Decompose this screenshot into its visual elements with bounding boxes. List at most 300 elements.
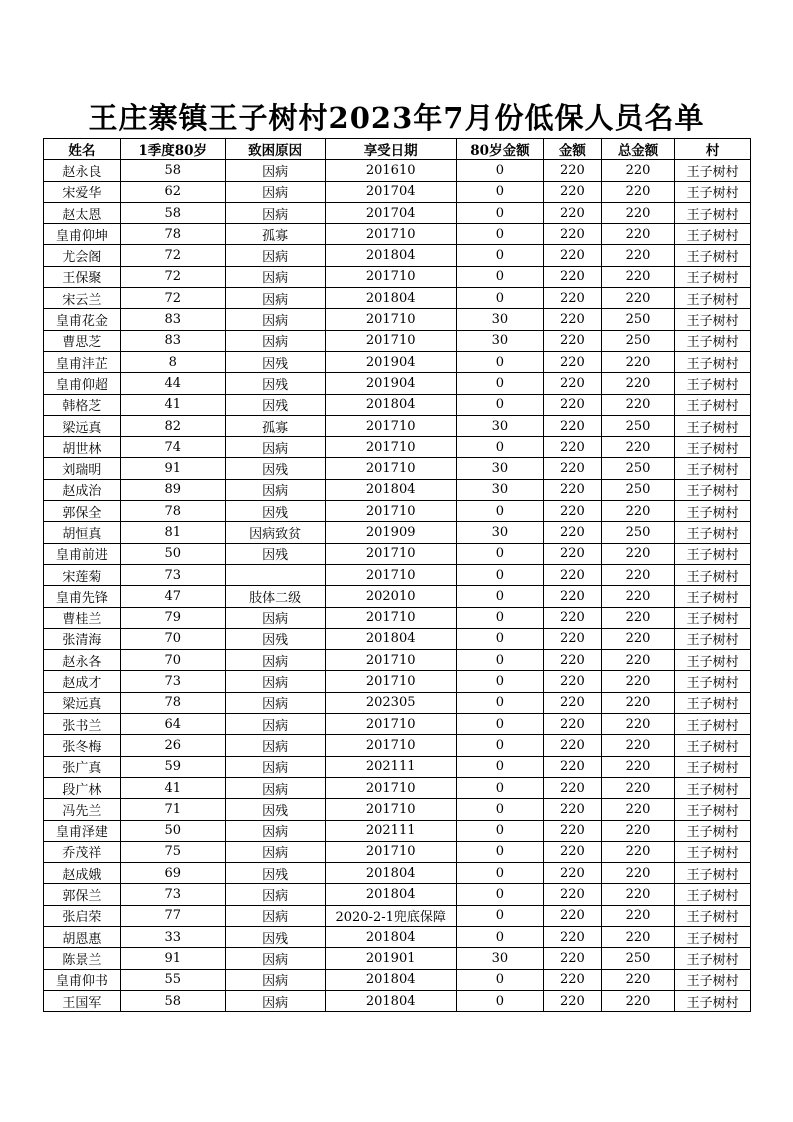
cell-total: 220 — [601, 799, 675, 820]
table-row — [44, 330, 751, 351]
cell-date: 201710 — [325, 607, 456, 628]
cell-bonus: 30 — [456, 415, 543, 436]
cell-amount: 220 — [544, 373, 602, 394]
cell-total: 220 — [601, 884, 675, 905]
beneficiary-table — [43, 138, 751, 1012]
cell-name: 张启荣 — [44, 905, 121, 926]
cell-amount: 220 — [544, 266, 602, 287]
cell-total: 220 — [601, 841, 675, 862]
cell-reason: 孤寡 — [225, 415, 325, 436]
cell-reason: 因病 — [225, 969, 325, 990]
cell-bonus: 0 — [456, 799, 543, 820]
cell-name: 胡恩惠 — [44, 926, 121, 947]
cell-q1-80: 55 — [120, 969, 225, 990]
cell-date: 202111 — [325, 820, 456, 841]
cell-bonus: 0 — [456, 181, 543, 202]
cell-date: 2020-2-1兜底保障 — [325, 905, 456, 926]
cell-date: 202111 — [325, 756, 456, 777]
cell-reason: 因病 — [225, 948, 325, 969]
table-row — [44, 735, 751, 756]
cell-name: 赵太恩 — [44, 202, 121, 223]
cell-village: 王子树村 — [675, 330, 751, 351]
cell-date: 201804 — [325, 884, 456, 905]
cell-date: 201710 — [325, 266, 456, 287]
cell-bonus: 0 — [456, 628, 543, 649]
cell-name: 赵永良 — [44, 160, 121, 181]
cell-bonus: 0 — [456, 841, 543, 862]
cell-reason: 因病 — [225, 437, 325, 458]
cell-date: 201710 — [325, 330, 456, 351]
cell-total: 220 — [601, 586, 675, 607]
table-row — [44, 905, 751, 926]
cell-village: 王子树村 — [675, 714, 751, 735]
cell-bonus: 0 — [456, 756, 543, 777]
table-row — [44, 245, 751, 266]
cell-bonus: 0 — [456, 202, 543, 223]
cell-q1-80: 50 — [120, 820, 225, 841]
cell-village: 王子树村 — [675, 777, 751, 798]
cell-name: 段广林 — [44, 777, 121, 798]
cell-reason: 因病 — [225, 288, 325, 309]
cell-village: 王子树村 — [675, 650, 751, 671]
table-row — [44, 288, 751, 309]
cell-name: 韩格芝 — [44, 394, 121, 415]
table-row — [44, 777, 751, 798]
cell-name: 宋云兰 — [44, 288, 121, 309]
cell-name: 陈景兰 — [44, 948, 121, 969]
cell-total: 220 — [601, 266, 675, 287]
cell-name: 赵成娥 — [44, 863, 121, 884]
cell-total: 220 — [601, 820, 675, 841]
table-header-row — [44, 139, 751, 160]
cell-name: 皇甫花金 — [44, 309, 121, 330]
table-row — [44, 586, 751, 607]
cell-village: 王子树村 — [675, 202, 751, 223]
cell-date: 201710 — [325, 564, 456, 585]
cell-date: 201710 — [325, 735, 456, 756]
cell-total: 220 — [601, 926, 675, 947]
cell-q1-80: 91 — [120, 948, 225, 969]
cell-q1-80: 73 — [120, 564, 225, 585]
document-title: 王庄寨镇王子树村2023年7月份低保人员名单 — [88, 101, 705, 135]
table-row — [44, 224, 751, 245]
cell-amount: 220 — [544, 181, 602, 202]
cell-bonus: 0 — [456, 245, 543, 266]
cell-total: 220 — [601, 202, 675, 223]
cell-bonus: 0 — [456, 714, 543, 735]
cell-total: 220 — [601, 756, 675, 777]
cell-date: 201710 — [325, 650, 456, 671]
cell-total: 220 — [601, 671, 675, 692]
column-header-q1-80: 1季度80岁 — [120, 139, 225, 160]
cell-amount: 220 — [544, 501, 602, 522]
cell-q1-80: 41 — [120, 777, 225, 798]
cell-name: 王国军 — [44, 990, 121, 1011]
table-row — [44, 522, 751, 543]
cell-amount: 220 — [544, 926, 602, 947]
cell-total: 250 — [601, 415, 675, 436]
cell-date: 201804 — [325, 628, 456, 649]
cell-village: 王子树村 — [675, 671, 751, 692]
cell-reason: 因残 — [225, 799, 325, 820]
table-row — [44, 181, 751, 202]
cell-amount: 220 — [544, 714, 602, 735]
cell-bonus: 0 — [456, 863, 543, 884]
cell-amount: 220 — [544, 692, 602, 713]
cell-reason: 因病 — [225, 692, 325, 713]
cell-date: 201710 — [325, 543, 456, 564]
cell-total: 220 — [601, 224, 675, 245]
cell-name: 皇甫仰超 — [44, 373, 121, 394]
cell-name: 胡恒真 — [44, 522, 121, 543]
cell-amount: 220 — [544, 969, 602, 990]
cell-reason: 因病 — [225, 820, 325, 841]
table-row — [44, 756, 751, 777]
cell-reason: 孤寡 — [225, 224, 325, 245]
cell-reason — [225, 564, 325, 585]
cell-village: 王子树村 — [675, 160, 751, 181]
table-row — [44, 884, 751, 905]
cell-date: 201904 — [325, 351, 456, 372]
cell-total: 220 — [601, 628, 675, 649]
cell-q1-80: 73 — [120, 671, 225, 692]
cell-village: 王子树村 — [675, 245, 751, 266]
cell-amount: 220 — [544, 948, 602, 969]
cell-name: 乔茂祥 — [44, 841, 121, 862]
cell-village: 王子树村 — [675, 969, 751, 990]
cell-amount: 220 — [544, 330, 602, 351]
cell-bonus: 0 — [456, 373, 543, 394]
table-row — [44, 564, 751, 585]
cell-name: 胡世林 — [44, 437, 121, 458]
cell-total: 250 — [601, 309, 675, 330]
cell-bonus: 0 — [456, 671, 543, 692]
table-row — [44, 650, 751, 671]
cell-name: 皇甫仰书 — [44, 969, 121, 990]
cell-name: 梁远真 — [44, 415, 121, 436]
cell-date: 201804 — [325, 926, 456, 947]
cell-village: 王子树村 — [675, 990, 751, 1011]
cell-amount: 220 — [544, 309, 602, 330]
cell-total: 220 — [601, 373, 675, 394]
cell-amount: 220 — [544, 841, 602, 862]
cell-q1-80: 83 — [120, 309, 225, 330]
cell-reason: 因病 — [225, 160, 325, 181]
cell-name: 张冬梅 — [44, 735, 121, 756]
cell-q1-80: 72 — [120, 245, 225, 266]
cell-q1-80: 72 — [120, 266, 225, 287]
cell-amount: 220 — [544, 905, 602, 926]
cell-reason: 因病 — [225, 714, 325, 735]
table-row — [44, 437, 751, 458]
cell-bonus: 0 — [456, 692, 543, 713]
cell-amount: 220 — [544, 863, 602, 884]
cell-reason: 因病 — [225, 735, 325, 756]
cell-village: 王子树村 — [675, 564, 751, 585]
cell-date: 201704 — [325, 202, 456, 223]
cell-total: 220 — [601, 181, 675, 202]
cell-total: 220 — [601, 990, 675, 1011]
cell-bonus: 0 — [456, 777, 543, 798]
cell-total: 220 — [601, 692, 675, 713]
cell-q1-80: 77 — [120, 905, 225, 926]
cell-bonus: 30 — [456, 522, 543, 543]
cell-date: 201710 — [325, 841, 456, 862]
cell-reason: 因残 — [225, 926, 325, 947]
cell-amount: 220 — [544, 394, 602, 415]
table-row — [44, 671, 751, 692]
cell-bonus: 0 — [456, 501, 543, 522]
cell-village: 王子树村 — [675, 905, 751, 926]
table-row — [44, 990, 751, 1011]
cell-reason: 因病 — [225, 266, 325, 287]
cell-name: 梁远真 — [44, 692, 121, 713]
cell-amount: 220 — [544, 479, 602, 500]
cell-amount: 220 — [544, 415, 602, 436]
cell-reason: 因残 — [225, 394, 325, 415]
cell-amount: 220 — [544, 735, 602, 756]
cell-date: 201710 — [325, 799, 456, 820]
cell-total: 220 — [601, 288, 675, 309]
cell-q1-80: 59 — [120, 756, 225, 777]
cell-name: 张广真 — [44, 756, 121, 777]
table-body — [44, 160, 751, 1012]
cell-q1-80: 91 — [120, 458, 225, 479]
cell-village: 王子树村 — [675, 863, 751, 884]
cell-amount: 220 — [544, 160, 602, 181]
cell-q1-80: 26 — [120, 735, 225, 756]
cell-reason: 因病致贫 — [225, 522, 325, 543]
cell-village: 王子树村 — [675, 181, 751, 202]
cell-date: 201901 — [325, 948, 456, 969]
cell-q1-80: 79 — [120, 607, 225, 628]
column-header-amount: 金额 — [544, 139, 602, 160]
cell-village: 王子树村 — [675, 841, 751, 862]
cell-date: 201904 — [325, 373, 456, 394]
table-row — [44, 415, 751, 436]
cell-village: 王子树村 — [675, 820, 751, 841]
cell-date: 201909 — [325, 522, 456, 543]
cell-village: 王子树村 — [675, 756, 751, 777]
cell-q1-80: 8 — [120, 351, 225, 372]
cell-village: 王子树村 — [675, 501, 751, 522]
cell-bonus: 0 — [456, 394, 543, 415]
cell-village: 王子树村 — [675, 309, 751, 330]
column-header-name: 姓名 — [44, 139, 121, 160]
table-row — [44, 692, 751, 713]
cell-village: 王子树村 — [675, 437, 751, 458]
cell-bonus: 30 — [456, 948, 543, 969]
cell-name: 王保聚 — [44, 266, 121, 287]
cell-date: 201710 — [325, 777, 456, 798]
cell-village: 王子树村 — [675, 607, 751, 628]
cell-bonus: 0 — [456, 905, 543, 926]
cell-name: 宋爱华 — [44, 181, 121, 202]
cell-bonus: 0 — [456, 820, 543, 841]
cell-date: 201804 — [325, 394, 456, 415]
cell-reason: 因残 — [225, 863, 325, 884]
cell-reason: 因残 — [225, 373, 325, 394]
cell-name: 宋莲菊 — [44, 564, 121, 585]
cell-name: 皇甫沣芷 — [44, 351, 121, 372]
column-header-date: 享受日期 — [325, 139, 456, 160]
cell-q1-80: 58 — [120, 202, 225, 223]
cell-village: 王子树村 — [675, 458, 751, 479]
cell-village: 王子树村 — [675, 628, 751, 649]
cell-total: 220 — [601, 863, 675, 884]
cell-village: 王子树村 — [675, 735, 751, 756]
cell-bonus: 0 — [456, 926, 543, 947]
cell-amount: 220 — [544, 820, 602, 841]
cell-q1-80: 71 — [120, 799, 225, 820]
cell-q1-80: 70 — [120, 650, 225, 671]
cell-reason: 因病 — [225, 202, 325, 223]
cell-amount: 220 — [544, 564, 602, 585]
cell-reason: 因病 — [225, 479, 325, 500]
cell-total: 250 — [601, 479, 675, 500]
cell-reason: 因残 — [225, 458, 325, 479]
cell-bonus: 0 — [456, 650, 543, 671]
cell-date: 201710 — [325, 415, 456, 436]
cell-name: 郭保全 — [44, 501, 121, 522]
cell-q1-80: 81 — [120, 522, 225, 543]
cell-amount: 220 — [544, 756, 602, 777]
cell-village: 王子树村 — [675, 543, 751, 564]
cell-bonus: 0 — [456, 266, 543, 287]
cell-reason: 因病 — [225, 181, 325, 202]
table-row — [44, 351, 751, 372]
cell-name: 皇甫前进 — [44, 543, 121, 564]
cell-reason: 因残 — [225, 351, 325, 372]
cell-village: 王子树村 — [675, 288, 751, 309]
cell-q1-80: 78 — [120, 501, 225, 522]
table-row — [44, 458, 751, 479]
table-row — [44, 820, 751, 841]
cell-total: 250 — [601, 458, 675, 479]
cell-bonus: 30 — [456, 458, 543, 479]
cell-total: 220 — [601, 607, 675, 628]
cell-name: 曹桂兰 — [44, 607, 121, 628]
cell-village: 王子树村 — [675, 586, 751, 607]
cell-name: 皇甫泽建 — [44, 820, 121, 841]
cell-date: 201710 — [325, 501, 456, 522]
cell-q1-80: 78 — [120, 692, 225, 713]
cell-q1-80: 41 — [120, 394, 225, 415]
cell-amount: 220 — [544, 458, 602, 479]
cell-amount: 220 — [544, 799, 602, 820]
table-row — [44, 841, 751, 862]
cell-q1-80: 83 — [120, 330, 225, 351]
table-row — [44, 863, 751, 884]
cell-name: 冯先兰 — [44, 799, 121, 820]
cell-name: 郭保兰 — [44, 884, 121, 905]
cell-village: 王子树村 — [675, 224, 751, 245]
cell-date: 201804 — [325, 479, 456, 500]
cell-name: 赵成治 — [44, 479, 121, 500]
cell-bonus: 0 — [456, 160, 543, 181]
cell-reason: 因病 — [225, 650, 325, 671]
cell-q1-80: 50 — [120, 543, 225, 564]
table-row — [44, 714, 751, 735]
cell-reason: 因病 — [225, 990, 325, 1011]
cell-village: 王子树村 — [675, 479, 751, 500]
cell-bonus: 0 — [456, 990, 543, 1011]
cell-date: 201804 — [325, 288, 456, 309]
cell-bonus: 30 — [456, 479, 543, 500]
cell-village: 王子树村 — [675, 351, 751, 372]
table-row — [44, 266, 751, 287]
cell-village: 王子树村 — [675, 692, 751, 713]
column-header-village: 村 — [675, 139, 751, 160]
cell-reason: 因残 — [225, 501, 325, 522]
cell-total: 220 — [601, 501, 675, 522]
cell-q1-80: 75 — [120, 841, 225, 862]
cell-amount: 220 — [544, 990, 602, 1011]
cell-total: 220 — [601, 714, 675, 735]
cell-bonus: 0 — [456, 564, 543, 585]
cell-bonus: 0 — [456, 437, 543, 458]
cell-q1-80: 70 — [120, 628, 225, 649]
cell-amount: 220 — [544, 245, 602, 266]
table-row — [44, 628, 751, 649]
cell-reason: 因病 — [225, 884, 325, 905]
cell-total: 220 — [601, 245, 675, 266]
cell-q1-80: 78 — [120, 224, 225, 245]
cell-amount: 220 — [544, 777, 602, 798]
cell-reason: 因病 — [225, 671, 325, 692]
cell-reason: 因残 — [225, 543, 325, 564]
cell-reason: 因病 — [225, 330, 325, 351]
table-row — [44, 373, 751, 394]
cell-date: 202305 — [325, 692, 456, 713]
cell-amount: 220 — [544, 607, 602, 628]
cell-name: 曹思芝 — [44, 330, 121, 351]
cell-total: 220 — [601, 564, 675, 585]
column-header-reason: 致困原因 — [225, 139, 325, 160]
cell-name: 赵成才 — [44, 671, 121, 692]
table-row — [44, 479, 751, 500]
table-row — [44, 501, 751, 522]
cell-bonus: 0 — [456, 351, 543, 372]
cell-village: 王子树村 — [675, 799, 751, 820]
cell-name: 皇甫先锋 — [44, 586, 121, 607]
cell-name: 张清海 — [44, 628, 121, 649]
cell-q1-80: 58 — [120, 160, 225, 181]
cell-village: 王子树村 — [675, 884, 751, 905]
cell-village: 王子树村 — [675, 415, 751, 436]
cell-q1-80: 58 — [120, 990, 225, 1011]
cell-reason: 肢体二级 — [225, 586, 325, 607]
cell-village: 王子树村 — [675, 522, 751, 543]
cell-q1-80: 64 — [120, 714, 225, 735]
cell-date: 201804 — [325, 990, 456, 1011]
cell-bonus: 0 — [456, 969, 543, 990]
cell-reason: 因病 — [225, 777, 325, 798]
table-row — [44, 394, 751, 415]
cell-q1-80: 73 — [120, 884, 225, 905]
table-row — [44, 543, 751, 564]
cell-bonus: 30 — [456, 330, 543, 351]
cell-total: 220 — [601, 351, 675, 372]
cell-name: 刘瑞明 — [44, 458, 121, 479]
table-row — [44, 799, 751, 820]
cell-q1-80: 69 — [120, 863, 225, 884]
cell-date: 201710 — [325, 671, 456, 692]
cell-date: 201710 — [325, 309, 456, 330]
cell-village: 王子树村 — [675, 394, 751, 415]
cell-total: 220 — [601, 735, 675, 756]
column-header-total: 总金额 — [601, 139, 675, 160]
